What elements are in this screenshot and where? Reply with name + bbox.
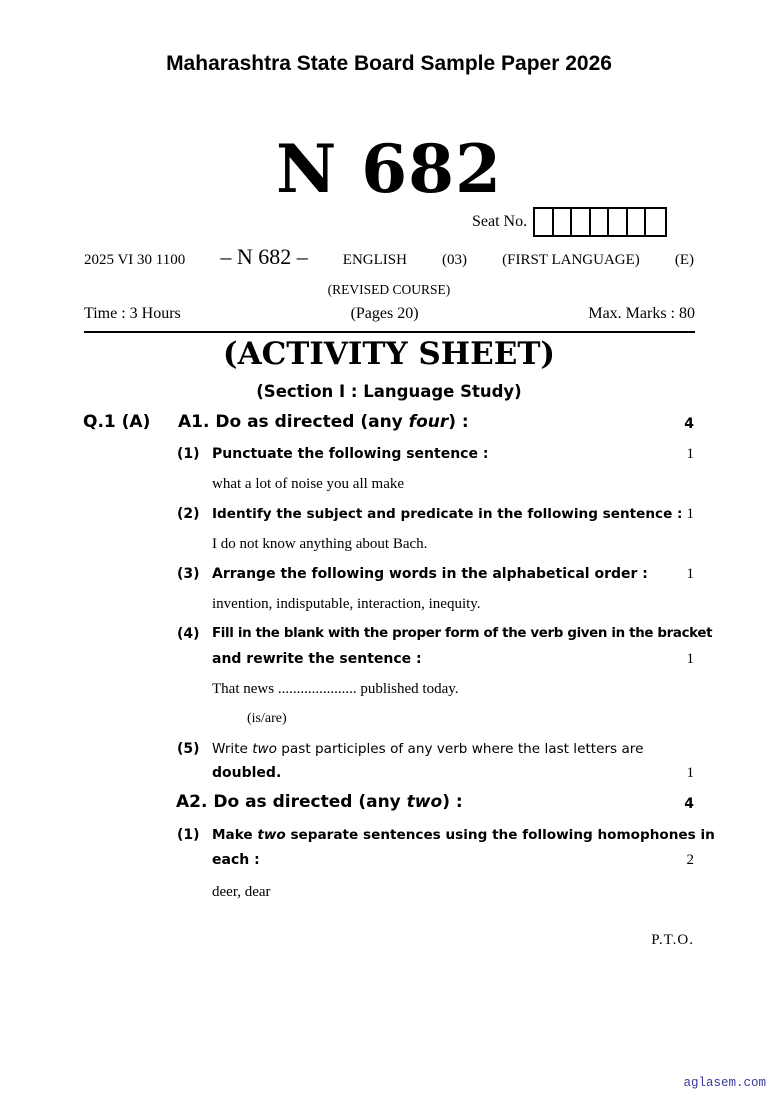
item-content: That news ..................... published today. xyxy=(212,681,459,697)
a2-label: A2. xyxy=(176,792,208,812)
item-content: deer, dear xyxy=(212,884,271,900)
item-number: (1) xyxy=(177,446,200,462)
section-title: (Section I : Language Study) xyxy=(256,382,522,401)
please-turn-over: P.T.O. xyxy=(651,932,694,948)
question-number: Q.1 (A) xyxy=(83,412,151,432)
item-prompt: Identify the subject and predicate in the following sentence : xyxy=(212,506,683,522)
seat-box xyxy=(646,209,665,235)
seat-box xyxy=(591,209,610,235)
prompt-emphasis: two xyxy=(252,741,277,757)
item-marks: 1 xyxy=(686,566,694,582)
item-content: what a lot of noise you all make xyxy=(212,476,405,492)
item-marks: 1 xyxy=(686,506,694,522)
prompt-text: Make xyxy=(212,827,258,843)
item-prompt-line1: Fill in the blank with the proper form of the verb given in the bracket xyxy=(212,626,713,641)
prompt-text: Write xyxy=(212,741,253,757)
course-label: (REVISED COURSE) xyxy=(327,282,451,297)
prompt-text: separate sentences using the following homophones in xyxy=(285,827,715,843)
item-number: (1) xyxy=(177,827,200,843)
seat-box xyxy=(535,209,554,235)
document-site-title: Maharashtra State Board Sample Paper 2026 xyxy=(166,52,612,75)
page-count: (Pages 20) xyxy=(350,305,419,322)
a2-instruction: Do as directed (any xyxy=(213,792,407,812)
item-marks: 1 xyxy=(686,765,694,781)
a1-marks: 4 xyxy=(684,416,694,432)
item-prompt: Arrange the following words in the alphabetical order : xyxy=(212,566,648,582)
paper-code: N 682 xyxy=(275,130,503,208)
item-marks: 2 xyxy=(686,852,694,868)
time-allowed: Time : 3 Hours xyxy=(84,305,181,322)
prompt-emphasis: two xyxy=(257,827,286,843)
item-prompt-line2: and rewrite the sentence : xyxy=(212,651,422,667)
subject: ENGLISH xyxy=(342,252,407,268)
seat-box xyxy=(609,209,628,235)
item-prompt-line1 xyxy=(212,827,715,843)
item-marks: 1 xyxy=(686,446,694,462)
item-prompt-line2: doubled. xyxy=(212,765,282,781)
item-hint: (is/are) xyxy=(247,711,287,726)
a2-emphasis: two xyxy=(406,792,443,812)
a2-heading xyxy=(176,792,463,812)
sheet-title: (ACTIVITY SHEET) xyxy=(222,336,556,372)
watermark: aglasem.com xyxy=(683,1076,766,1090)
item-prompt-line2: each : xyxy=(212,852,260,868)
prompt-text: past participles of any verb where the last letters are xyxy=(276,741,644,757)
seat-label: Seat No. xyxy=(472,213,528,230)
item-prompt-line1 xyxy=(212,741,643,757)
item-content: invention, indisputable, interaction, inequity. xyxy=(212,596,481,612)
a2-instruction-end: ) : xyxy=(442,792,463,812)
seat-box xyxy=(554,209,573,235)
item-marks: 1 xyxy=(686,651,694,667)
item-number: (5) xyxy=(177,741,200,757)
seat-box xyxy=(628,209,647,235)
language-level: (FIRST LANGUAGE) xyxy=(502,252,640,268)
exam-code: 2025 VI 30 1100 xyxy=(84,252,186,268)
a1-instruction-end: ) : xyxy=(448,412,469,432)
a1-label: A1. xyxy=(178,412,210,432)
seat-number-field xyxy=(472,207,667,237)
exam-code-line xyxy=(84,244,694,270)
item-number: (2) xyxy=(177,506,200,522)
a1-instruction: Do as directed (any xyxy=(215,412,409,432)
paper-code-inline: – N 682 – xyxy=(220,244,308,269)
item-number: (4) xyxy=(177,626,200,642)
exam-meta-row xyxy=(84,305,695,323)
seat-number-boxes xyxy=(533,207,667,237)
subject-code: (03) xyxy=(442,252,468,268)
medium: (E) xyxy=(674,252,694,268)
a1-emphasis: four xyxy=(408,412,449,432)
item-content: I do not know anything about Bach. xyxy=(212,536,428,552)
item-number: (3) xyxy=(177,566,200,582)
a2-marks: 4 xyxy=(684,796,694,812)
seat-box xyxy=(572,209,591,235)
a1-heading xyxy=(178,412,469,432)
header-divider xyxy=(84,331,695,333)
item-prompt: Punctuate the following sentence : xyxy=(212,446,489,462)
max-marks: Max. Marks : 80 xyxy=(588,305,695,322)
